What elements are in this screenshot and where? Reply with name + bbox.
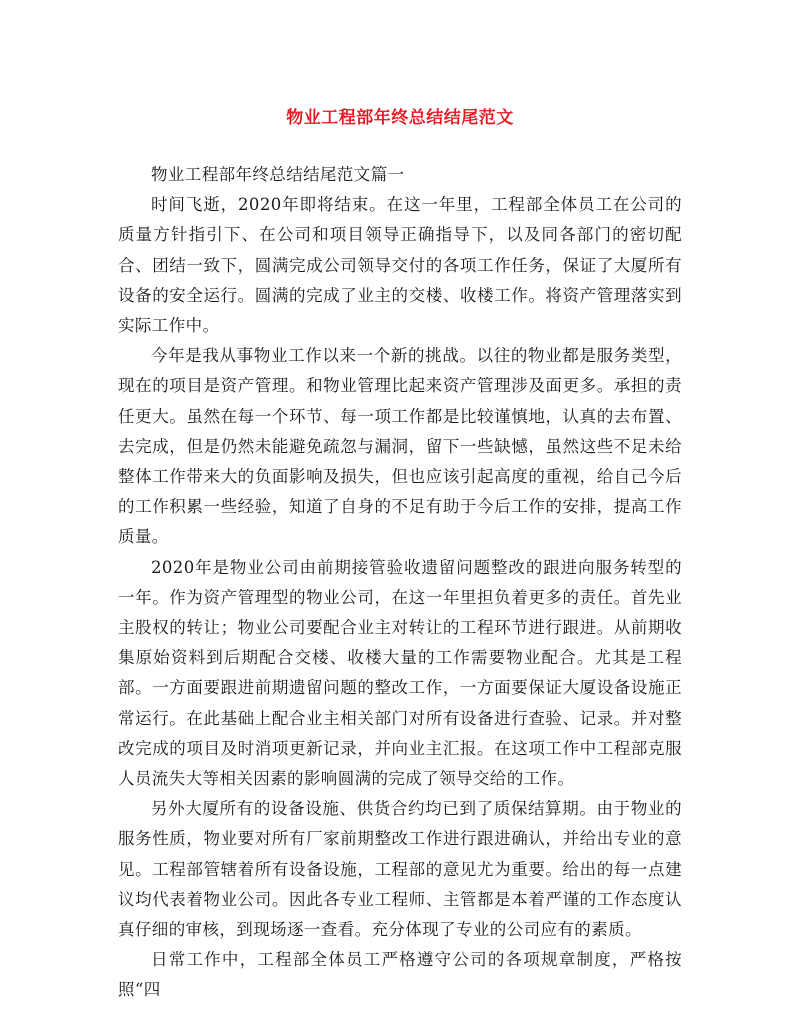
paragraph: 今年是我从事物业工作以来一个新的挑战。以往的物业都是服务类型，现在的项目是资产管理。和物业管理比起来资产管理涉及面更多。承担的责任更大。虽然在每一个环节、每一项工作都是比较谨慎地，认真的去布置、去完成，但是仍然未能避免疏忽与漏洞，留下一些缺憾，虽然这些不足未给整体工作带来大的负面影响及损失，但也应该引起高度的重视，给自己今后的工作积累一些经验，知道了自身的不足有助于今后工作的安排，提高工作质量。 xyxy=(118,346,682,547)
paragraph: 日常工作中，工程部全体员工严格遵守公司的各项规章制度，严格按照“四 xyxy=(118,950,682,1000)
paragraph: 2020年是物业公司由前期接管验收遗留问题整改的跟进向服务转型的一年。作为资产管理型的物业公司，在这一年里担负着更多的责任。首先业主股权的转让；物业公司要配合业主对转让的工程环节进行跟进。从前期收集原始资料到后期配合交楼、收楼大量的工作需要物业配合。尤其是工程部。一方面要跟进前期遗留问题的整改工作，一方面要保证大厦设备设施正常运行。在此基础上配合业主相关部门对所有设备进行查验、记录。并对整改完成的项目及时消项更新记录，并向业主汇报。在这项工作中工程部克服人员流失大等相关因素的影响圆满的完成了领导交给的工作。 xyxy=(118,557,682,789)
document-body xyxy=(118,160,682,1006)
paragraph: 时间飞逝，2020年即将结束。在这一年里，工程部全体员工在公司的质量方针指引下、在公司和项目领导正确指导下，以及同各部门的密切配合、团结一致下，圆满完成公司领导交付的各项工作任务，保证了大厦所有设备的安全运行。圆满的完成了业主的交楼、收楼工作。将资产管理落实到实际工作中。 xyxy=(118,195,682,336)
paragraph: 另外大厦所有的设备设施、供货合约均已到了质保结算期。由于物业的服务性质，物业要对所有厂家前期整改工作进行跟进确认，并给出专业的意见。工程部管辖着所有设备设施，工程部的意见尤为重要。给出的每一点建议均代表着物业公司。因此各专业工程师、主管都是本着严谨的工作态度认真仔细的审核，到现场逐一查看。充分体现了专业的公司应有的素质。 xyxy=(118,799,682,940)
section-heading: 物业工程部年终总结结尾范文篇一 xyxy=(151,165,405,184)
document-title: 物业工程部年终总结结尾范文 xyxy=(286,108,514,128)
